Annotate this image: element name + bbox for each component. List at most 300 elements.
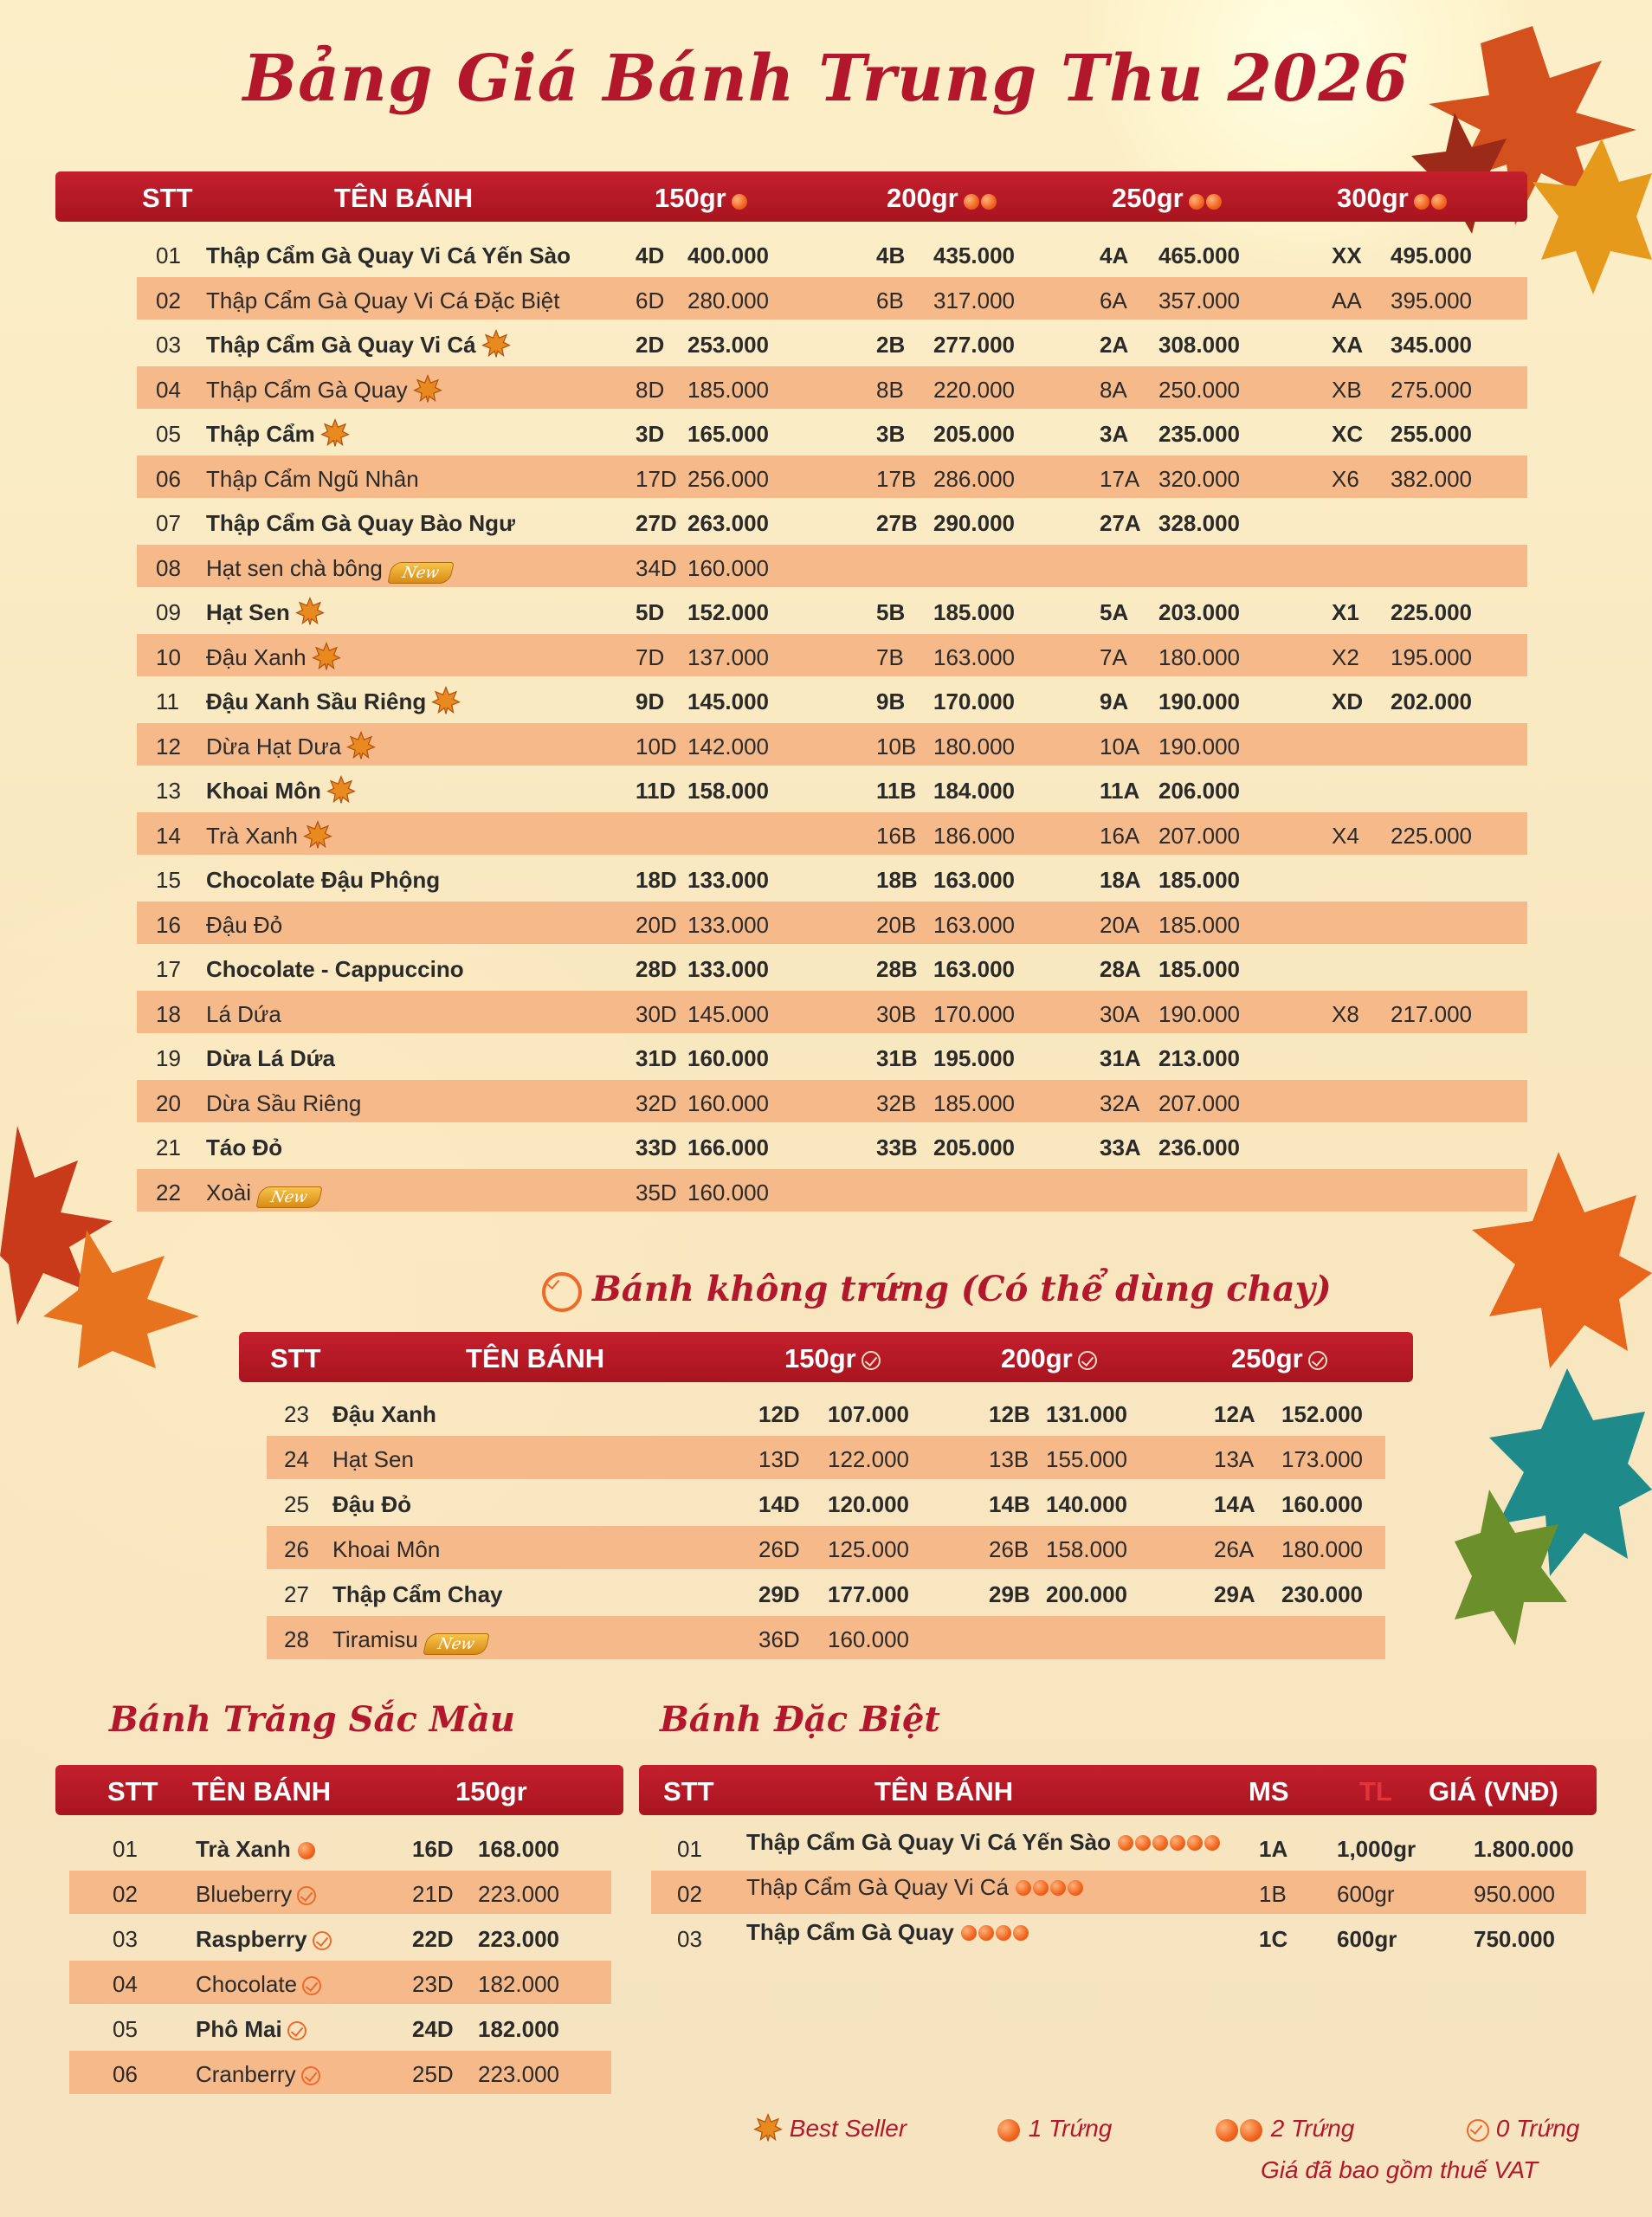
- row-price-150: 263.000: [687, 510, 769, 536]
- row-code-250: 27A: [1100, 510, 1141, 536]
- row-code-200: 2B: [876, 332, 906, 358]
- row-price-250: 152.000: [1281, 1401, 1363, 1427]
- row-code-150: 31D: [636, 1045, 677, 1071]
- row-price-300: 275.000: [1391, 376, 1472, 403]
- row-name: Blueberry: [196, 1881, 316, 1908]
- row-code-150: 25D: [412, 2061, 454, 2087]
- row-stt: 06: [113, 2061, 138, 2087]
- row-price-200: 277.000: [933, 332, 1015, 358]
- table-row: [69, 1961, 611, 2004]
- row-name: Cranberry: [196, 2061, 320, 2088]
- row-price-200: 158.000: [1046, 1536, 1127, 1562]
- row-name: Raspberry: [196, 1926, 332, 1953]
- row-price-200: 180.000: [933, 733, 1015, 759]
- row-price-300: 345.000: [1391, 332, 1472, 358]
- row-weight: 1,000gr: [1337, 1836, 1416, 1862]
- row-code-250: 31A: [1100, 1045, 1141, 1071]
- row-code-250: 2A: [1100, 332, 1129, 358]
- row-code-200: 4B: [876, 242, 906, 268]
- row-price-150: 160.000: [828, 1626, 909, 1652]
- row-code-250: 32A: [1100, 1089, 1140, 1116]
- row-stt: 08: [156, 554, 181, 581]
- row-price-150: 137.000: [687, 643, 769, 670]
- row-weight: 600gr: [1337, 1881, 1395, 1907]
- row-price-200: 205.000: [933, 421, 1015, 447]
- egg-icon: [1431, 194, 1447, 210]
- row-stt: 19: [156, 1045, 181, 1071]
- row-name: Đậu Xanh: [206, 644, 341, 671]
- check-icon: [302, 1976, 321, 1995]
- row-name: Thập Cẩm: [206, 421, 350, 448]
- table-row: [137, 232, 1527, 275]
- row-stt: 01: [156, 242, 181, 268]
- legend-zero-eggs: 0 Trứng: [1462, 2115, 1579, 2143]
- row-stt: 22: [156, 1179, 181, 1205]
- row-code-150: 33D: [636, 1134, 677, 1160]
- row-code-200: 30B: [876, 1000, 917, 1027]
- row-code-250: 4A: [1100, 242, 1129, 268]
- row-stt: 12: [156, 733, 181, 759]
- row-price-200: 435.000: [933, 242, 1015, 268]
- row-code-200: 11B: [876, 778, 917, 804]
- row-code-150: 24D: [412, 2016, 454, 2042]
- row-stt: 21: [156, 1134, 181, 1160]
- header-250gr: 250gr: [1231, 1343, 1327, 1374]
- check-icon: [1308, 1351, 1327, 1370]
- table-row: [137, 1035, 1527, 1078]
- header-name: TÊN BÁNH: [874, 1776, 1014, 1807]
- check-icon: [542, 1272, 582, 1312]
- row-stt: 15: [156, 867, 181, 893]
- row-price-200: 163.000: [933, 867, 1015, 893]
- row-name: Thập Cẩm Gà Quay Vi Cá Đặc Biệt: [206, 287, 560, 313]
- egg-icon: [298, 1842, 315, 1859]
- maple-leaf-icon: [431, 686, 461, 715]
- row-code-250: 8A: [1100, 376, 1127, 403]
- page-title: Bảng Giá Bánh Trung Thu 2026: [242, 42, 1410, 116]
- row-price-150: 160.000: [687, 1045, 769, 1071]
- check-icon: [1078, 1351, 1097, 1370]
- row-code-200: 13B: [989, 1446, 1029, 1472]
- table-row: [137, 277, 1527, 320]
- row-name: Khoai Môn: [332, 1536, 441, 1562]
- row-name: Chocolate: [196, 1971, 321, 1998]
- row-code-150: 13D: [758, 1446, 800, 1472]
- row-price-150: 125.000: [828, 1536, 909, 1562]
- row-code-300: X1: [1332, 599, 1359, 625]
- colored-section-title: Bánh Trăng Sắc Màu: [109, 1699, 516, 1740]
- row-price-300: 382.000: [1391, 465, 1472, 492]
- row-code-150: 22D: [412, 1926, 454, 1952]
- colored-table-header: [55, 1765, 623, 1815]
- table-row: [651, 1871, 1586, 1914]
- row-price: 750.000: [1474, 1926, 1555, 1952]
- legend-two-eggs: 2 Trứng: [1216, 2115, 1354, 2143]
- table-row: [69, 1826, 611, 1869]
- row-stt: 09: [156, 599, 181, 625]
- row-price-300: 202.000: [1391, 688, 1472, 714]
- row-code-200: 29B: [989, 1581, 1030, 1607]
- row-stt: 27: [284, 1581, 309, 1607]
- row-price-200: 205.000: [933, 1134, 1015, 1160]
- row-code-150: 16D: [412, 1836, 454, 1862]
- row-price-150: 280.000: [687, 287, 769, 313]
- table-row: [69, 1916, 611, 1959]
- row-name: Đậu Xanh Sầu Riêng: [206, 688, 461, 715]
- row-code-250: 20A: [1100, 911, 1140, 938]
- table-row: [137, 678, 1527, 721]
- row-price-150: 122.000: [828, 1446, 909, 1472]
- row-code-150: 27D: [636, 510, 677, 536]
- row-name: Táo Đỏ: [206, 1134, 283, 1160]
- row-code-150: 5D: [636, 599, 665, 625]
- row-price-150: 133.000: [687, 867, 769, 893]
- row-price-150: 158.000: [687, 778, 769, 804]
- egg-icon: [997, 2119, 1020, 2142]
- row-price-250: 206.000: [1158, 778, 1240, 804]
- row-price-250: 173.000: [1281, 1446, 1363, 1472]
- table-row: [137, 991, 1527, 1034]
- egg-icon: [1240, 2119, 1262, 2142]
- row-price-150: 160.000: [687, 1179, 769, 1205]
- egg-icon: [1187, 1835, 1203, 1851]
- row-name: Chocolate Đậu Phộng: [206, 867, 441, 893]
- row-stt: 28: [284, 1626, 309, 1652]
- row-price-200: 155.000: [1046, 1446, 1127, 1472]
- row-price-150: 133.000: [687, 956, 769, 982]
- table-row: [137, 902, 1527, 945]
- row-price-250: 230.000: [1281, 1581, 1363, 1607]
- maple-leaf-icon: [481, 329, 511, 359]
- row-code-300: XB: [1332, 376, 1362, 403]
- row-weight: 600gr: [1337, 1926, 1397, 1952]
- eggs-icon-group: [1118, 1835, 1175, 1852]
- row-price-150: 133.000: [687, 911, 769, 938]
- new-badge: New: [387, 562, 454, 584]
- row-code-250: 30A: [1100, 1000, 1140, 1027]
- row-code-150: 7D: [636, 643, 665, 670]
- row-code-150: 23D: [412, 1971, 454, 1997]
- eggless-table-header: [239, 1332, 1413, 1382]
- row-name: Thập Cẩm Ngũ Nhân: [206, 465, 419, 492]
- egg-icon: [1013, 1925, 1029, 1941]
- row-name: Thập Cẩm Gà Quay Bào Ngư: [206, 510, 515, 536]
- row-code-150: 29D: [758, 1581, 800, 1607]
- table-row: [69, 1871, 611, 1914]
- row-code-300: AA: [1332, 287, 1362, 313]
- row-stt: 02: [677, 1881, 702, 1907]
- row-price-250: 236.000: [1158, 1134, 1240, 1160]
- row-price-200: 186.000: [933, 822, 1015, 849]
- table-row: [137, 812, 1527, 856]
- row-code-150: 6D: [636, 287, 665, 313]
- header-price: GIÁ (VNĐ): [1429, 1776, 1558, 1807]
- row-stt: 04: [156, 376, 181, 403]
- maple-leaf-icon: [303, 820, 332, 850]
- table-row: [69, 2006, 611, 2049]
- table-row: [69, 2051, 611, 2094]
- eggs-icon-group: [961, 1925, 999, 1942]
- row-code-150: 12D: [758, 1401, 800, 1427]
- egg-icon: [1033, 1880, 1049, 1896]
- row-code-300: XA: [1332, 332, 1364, 358]
- row-price-250: 328.000: [1158, 510, 1240, 536]
- row-price-150: 142.000: [687, 733, 769, 759]
- row-price-150: 182.000: [478, 2016, 559, 2042]
- row-code-200: 17B: [876, 465, 917, 492]
- header-150gr: 150gr: [455, 1776, 527, 1807]
- row-name: Hạt Sen: [206, 599, 325, 626]
- row-price-300: 225.000: [1391, 822, 1472, 849]
- eggs-icon-group: [1016, 1880, 1054, 1897]
- header-stt: STT: [107, 1776, 158, 1807]
- row-price-150: 168.000: [478, 1836, 559, 1862]
- table-row: [651, 1916, 1586, 1959]
- egg-icon: [1204, 1835, 1220, 1851]
- row-price-250: 207.000: [1158, 822, 1240, 849]
- row-code-200: 10B: [876, 733, 917, 759]
- table-row: [137, 634, 1527, 677]
- row-price-250: 185.000: [1158, 911, 1240, 938]
- row-stt: 25: [284, 1491, 309, 1517]
- row-stt: 17: [156, 956, 181, 982]
- row-price-150: 177.000: [828, 1581, 909, 1607]
- row-code-300: X2: [1332, 643, 1359, 670]
- header-200gr: 200gr: [887, 183, 998, 216]
- row-price-150: 223.000: [478, 1881, 559, 1907]
- row-stt: 07: [156, 510, 181, 536]
- maple-leaf-icon: [312, 642, 341, 671]
- egg-icon: [961, 1925, 977, 1941]
- row-stt: 01: [677, 1836, 702, 1862]
- row-code-150: 21D: [412, 1881, 454, 1907]
- row-name: Đậu Đỏ: [332, 1491, 411, 1517]
- header-150gr: 150gr: [784, 1343, 881, 1374]
- row-code-150: 32D: [636, 1089, 677, 1116]
- header-300gr: 300gr: [1337, 183, 1449, 216]
- table-row: [137, 1080, 1527, 1123]
- row-code-150: 4D: [636, 242, 665, 268]
- row-name: Chocolate - Cappuccino: [206, 956, 464, 982]
- row-price-200: 131.000: [1046, 1401, 1127, 1427]
- new-badge: New: [423, 1633, 489, 1655]
- check-icon: [301, 2066, 320, 2085]
- row-code-200: 31B: [876, 1045, 918, 1071]
- row-stt: 03: [113, 1926, 138, 1952]
- row-stt: 04: [113, 1971, 138, 1997]
- row-code-150: 17D: [636, 465, 677, 492]
- row-price-250: 357.000: [1158, 287, 1240, 313]
- row-stt: 16: [156, 911, 181, 938]
- row-name: Trà Xanh: [206, 823, 332, 850]
- check-icon: [297, 1886, 316, 1905]
- row-price-200: 185.000: [933, 599, 1015, 625]
- row-name: Dừa Sầu Riêng: [206, 1089, 362, 1116]
- row-name: Đậu Đỏ: [206, 911, 283, 938]
- row-code-200: 9B: [876, 688, 906, 714]
- row-name: Trà Xanh: [196, 1836, 317, 1863]
- row-stt: 10: [156, 643, 181, 670]
- header-name: TÊN BÁNH: [192, 1776, 332, 1807]
- table-row: [137, 767, 1527, 811]
- row-price-250: 185.000: [1158, 956, 1240, 982]
- row-code-150: 26D: [758, 1536, 800, 1562]
- row-code-150: 14D: [758, 1491, 800, 1517]
- special-section-title: Bánh Đặc Biệt: [660, 1699, 940, 1740]
- row-price-250: 160.000: [1281, 1491, 1363, 1517]
- table-row: [137, 723, 1527, 766]
- check-icon: [313, 1931, 332, 1950]
- row-code-250: 7A: [1100, 643, 1127, 670]
- row-price-150: 253.000: [687, 332, 769, 358]
- table-row: [137, 321, 1527, 365]
- row-price-200: 290.000: [933, 510, 1015, 536]
- egg-icon: [1135, 1835, 1151, 1851]
- row-stt: 06: [156, 465, 181, 492]
- egg-icon: [996, 1925, 1011, 1941]
- table-row: [267, 1481, 1385, 1524]
- row-price-150: 223.000: [478, 2061, 559, 2087]
- legend-best-seller: Best Seller: [748, 2115, 907, 2143]
- maple-leaf-icon: [413, 374, 442, 404]
- row-price-150: 256.000: [687, 465, 769, 492]
- row-code-200: 12B: [989, 1401, 1030, 1427]
- row-name: Thập Cẩm Gà Quay Vi Cá Yến Sào: [206, 242, 571, 268]
- row-price-200: 170.000: [933, 1000, 1015, 1027]
- row-price-150: 160.000: [687, 554, 769, 581]
- row-code-200: 5B: [876, 599, 906, 625]
- egg-icon: [981, 194, 997, 210]
- row-code-200: 18B: [876, 867, 918, 893]
- row-code-200: 16B: [876, 822, 917, 849]
- table-row: [137, 589, 1527, 632]
- row-code-250: 33A: [1100, 1134, 1141, 1160]
- row-code-200: 14B: [989, 1491, 1030, 1517]
- maple-leaf-icon: [346, 731, 376, 760]
- check-icon: [1467, 2119, 1489, 2142]
- row-price-250: 190.000: [1158, 733, 1240, 759]
- row-code-150: 36D: [758, 1626, 800, 1652]
- table-row: [267, 1436, 1385, 1479]
- egg-icon: [1016, 1880, 1031, 1896]
- header-stt: STT: [270, 1343, 321, 1374]
- row-code-200: 3B: [876, 421, 906, 447]
- row-price: 1.800.000: [1474, 1836, 1574, 1862]
- row-stt: 23: [284, 1401, 309, 1427]
- row-price-250: 308.000: [1158, 332, 1240, 358]
- maple-leaf-icon: [295, 597, 325, 626]
- row-price-150: 160.000: [687, 1089, 769, 1116]
- row-price-250: 465.000: [1158, 242, 1240, 268]
- row-code-300: XD: [1332, 688, 1364, 714]
- maple-leaf-icon: [320, 418, 350, 448]
- row-stt: 01: [113, 1836, 138, 1862]
- maple-leaf-icon: [326, 775, 356, 805]
- table-row: [267, 1526, 1385, 1569]
- row-code-250: 26A: [1214, 1536, 1255, 1562]
- row-code-250: 29A: [1214, 1581, 1255, 1607]
- row-name: Phô Mai: [196, 2016, 307, 2043]
- row-code-150: 2D: [636, 332, 665, 358]
- row-code-150: 28D: [636, 956, 677, 982]
- table-row: [137, 456, 1527, 499]
- row-price-150: 223.000: [478, 1926, 559, 1952]
- row-price-150: 185.000: [687, 376, 769, 403]
- row-price-200: 185.000: [933, 1089, 1015, 1116]
- row-name: Hạt Sen: [332, 1446, 414, 1472]
- row-price: 950.000: [1474, 1881, 1555, 1907]
- row-code-250: 6A: [1100, 287, 1127, 313]
- row-price-250: 190.000: [1158, 688, 1240, 714]
- row-code-150: 10D: [636, 733, 677, 759]
- header-stt: STT: [663, 1776, 714, 1807]
- row-code-200: 27B: [876, 510, 918, 536]
- row-code-200: 8B: [876, 376, 904, 403]
- row-stt: 24: [284, 1446, 309, 1472]
- row-price-250: 190.000: [1158, 1000, 1240, 1027]
- row-code-200: 33B: [876, 1134, 918, 1160]
- row-price-250: 180.000: [1158, 643, 1240, 670]
- row-stt: 11: [156, 688, 179, 714]
- row-price-250: 185.000: [1158, 867, 1240, 893]
- header-tl: TL: [1359, 1776, 1392, 1807]
- row-price-300: 195.000: [1391, 643, 1472, 670]
- header-name: TÊN BÁNH: [466, 1343, 605, 1374]
- row-code-200: 28B: [876, 956, 918, 982]
- table-row: [137, 366, 1527, 410]
- row-name: Dừa Hạt Dưa: [206, 734, 376, 760]
- row-price-300: 225.000: [1391, 599, 1472, 625]
- egg-icon: [978, 1925, 994, 1941]
- row-code-150: 34D: [636, 554, 677, 581]
- special-table-header: [639, 1765, 1597, 1815]
- row-stt: 02: [156, 287, 181, 313]
- row-name: Thập Cẩm Gà Quay: [206, 377, 442, 404]
- row-code-200: 6B: [876, 287, 904, 313]
- row-code-200: 32B: [876, 1089, 917, 1116]
- egg-icon: [732, 194, 747, 210]
- row-stt: 03: [677, 1926, 702, 1952]
- row-name: Lá Dứa: [206, 1000, 281, 1027]
- table-row: [267, 1616, 1385, 1659]
- row-code-150: 20D: [636, 911, 677, 938]
- row-code-250: 16A: [1100, 822, 1140, 849]
- row-price-150: 145.000: [687, 688, 769, 714]
- row-name: Đậu Xanh: [332, 1401, 436, 1427]
- row-code-300: X4: [1332, 822, 1359, 849]
- row-stt: 05: [156, 421, 181, 447]
- eggless-section-title: Bánh không trứng (Có thể dùng chay): [537, 1269, 1332, 1312]
- row-code-250: 3A: [1100, 421, 1129, 447]
- row-name: Thập Cẩm Gà Quay Vi Cá: [206, 332, 511, 359]
- row-price-300: 255.000: [1391, 421, 1472, 447]
- row-code-300: XX: [1332, 242, 1362, 268]
- egg-icon: [1216, 2119, 1238, 2142]
- row-stt: 20: [156, 1089, 181, 1116]
- legend-one-egg: 1 Trứng: [997, 2115, 1112, 2143]
- row-price-150: 107.000: [828, 1401, 909, 1427]
- row-code-300: XC: [1332, 421, 1364, 447]
- row-price-250: 320.000: [1158, 465, 1240, 492]
- table-row: [267, 1391, 1385, 1434]
- row-price-250: 180.000: [1281, 1536, 1363, 1562]
- row-code-200: 26B: [989, 1536, 1029, 1562]
- table-row: [137, 1124, 1527, 1167]
- vat-note: Giá đã bao gồm thuế VAT: [1261, 2156, 1539, 2183]
- header-200gr: 200gr: [1001, 1343, 1097, 1374]
- row-ms: 1A: [1259, 1836, 1288, 1862]
- row-code-200: 7B: [876, 643, 904, 670]
